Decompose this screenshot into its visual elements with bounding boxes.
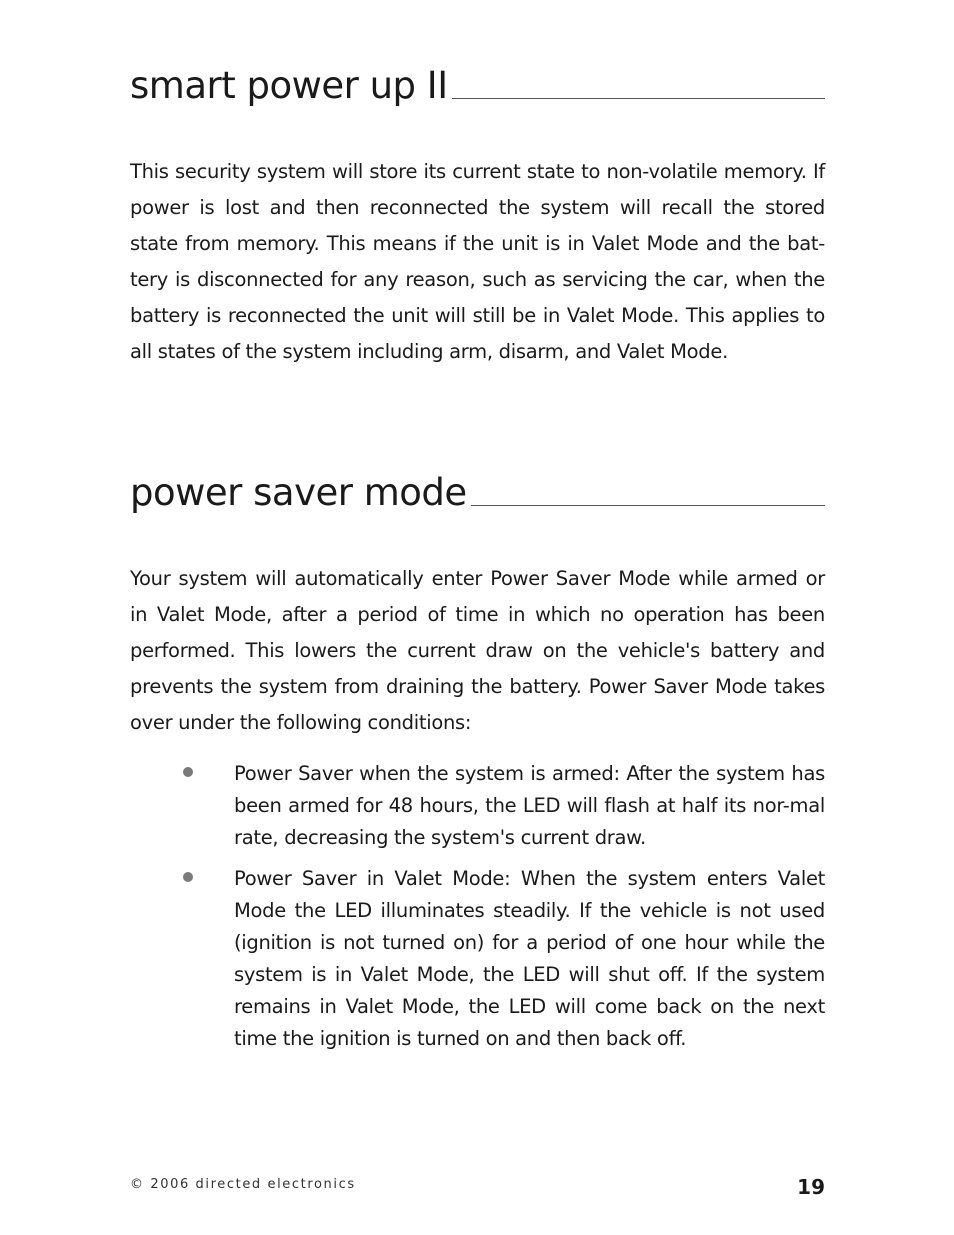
list-item-text: Power Saver in Valet Mode: When the system enters Valet Mode the LED illuminates steadily. If the vehicle is not used (ignition is not turned on) for a period of one hour while the system is in Valet Mode, the LED will shut off. If the system remains in Valet Mode, the LED will come back on the next time the ignition is turned on and then back off. — [234, 867, 825, 1050]
list-item-text: Power Saver when the system is armed: After the system has been armed for 48 hours, the LED will flash at half its nor-mal rate, decreasing the system's current draw. — [234, 762, 825, 849]
footer-copyright: © 2006 directed electronics — [130, 1177, 356, 1192]
heading-rule — [452, 98, 825, 99]
manual-page — [130, 0, 825, 1235]
bullet-icon — [183, 767, 193, 777]
section-heading-smart-power-up — [130, 66, 825, 106]
list-item — [130, 758, 825, 854]
smart-power-up-paragraph: This security system will store its current state to non-volatile memory. If power is lost and then reconnected the system will recall the stored state from memory. This means if the unit is in Valet Mode and the bat-tery is disconnected for any reason, such as servicing the car, when the battery is reconnected the unit will still be in Valet Mode. This applies to all states of the system including arm, disarm, and Valet Mode. — [130, 160, 825, 363]
section-title: power saver mode — [130, 471, 467, 514]
section-title: smart power up II — [130, 64, 448, 107]
power-saver-conditions-list — [130, 758, 825, 1064]
list-item — [130, 863, 825, 1055]
bullet-icon — [183, 872, 193, 882]
section-heading-power-saver-mode — [130, 473, 825, 513]
heading-rule — [471, 505, 825, 506]
page-number: 19 — [797, 1175, 825, 1199]
power-saver-paragraph: Your system will automatically enter Power Saver Mode while armed or in Valet Mode, after a period of time in which no operation has been performed. This lowers the current draw on the vehicle's battery and prevents the system from draining the battery. Power Saver Mode takes over under the following conditions: — [130, 567, 825, 734]
